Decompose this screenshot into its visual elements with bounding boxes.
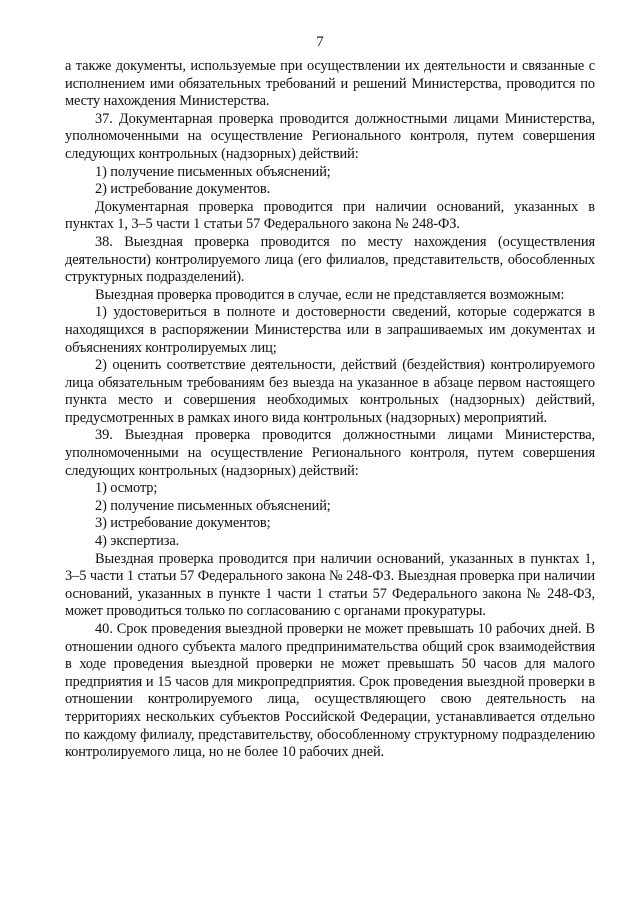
paragraph-39-grounds: Выездная проверка проводится при наличии оснований, указанных в пунктах 1, 3–5 части 1 статьи 57 Федерального закона № 248-ФЗ. Выездная проверка при наличии оснований, указанных в пункте 1 части 1 статьи 57 Федерального закона № 248-ФЗ, может проводиться только по согласованию с органами прокуратуры. <box>65 550 595 620</box>
list-item-37-1: 1) получение письменных объяснений; <box>95 163 331 180</box>
paragraph-37: 37. Документарная проверка проводится должностными лицами Министерства, уполномоченными на осуществление Регионального контроля, путем совершения следующих контрольных (надзорных) действий: <box>65 110 595 162</box>
paragraph-continuation: а также документы, используемые при осуществлении их деятельности и связанные с исполнением ими обязательных требований и решений Министерства, проводится по месту нахождения Министерства. <box>65 58 595 110</box>
paragraph-39: 39. Выездная проверка проводится должностными лицами Министерства, уполномоченными на осуществление Регионального контроля, путем совершения следующих контрольных (надзорных) действий: <box>65 427 595 479</box>
paragraph-40: 40. Срок проведения выездной проверки не может превышать 10 рабочих дней. В отношении одного субъекта малого предпринимательства общий срок взаимодействия в ходе проведения выездной проверки не может превышать 50 часов для малого предприятия и 15 часов для микропредприятия. Срок проведения выездной проверки в отношении контролируемого лица, осуществляющего свою деятельность на территориях нескольких субъектов Российской Федерации, устанавливается отдельно по каждому филиалу, представительству, обособленному структурному подразделению контролируемого лица, но не более 10 рабочих дней. <box>65 621 595 761</box>
paragraph-37-grounds: Документарная проверка проводится при наличии оснований, указанных в пунктах 1, 3–5 части 1 статьи 57 Федерального закона № 248-ФЗ. <box>65 198 595 233</box>
paragraph-38-cases: Выездная проверка проводится в случае, если не представляется возможным: <box>95 286 565 303</box>
list-item-39-3: 3) истребование документов; <box>95 515 271 532</box>
list-item-38-2: 2) оценить соответствие деятельности, действий (бездействия) контролируемого лица обязательным требованиям без выезда на указанное в абзаце первом настоящего пункта место и совершения необходимых контрольных (надзорных) действий, предусмотренных в рамках иного вида контрольных (надзорных) мероприятий. <box>65 357 595 426</box>
document-body <box>65 58 595 762</box>
paragraph-38: 38. Выездная проверка проводится по месту нахождения (осуществления деятельности) контролируемого лица (его филиалов, представительств, обособленных структурных подразделений). <box>65 233 595 286</box>
list-item-37-2: 2) истребование документов. <box>95 181 271 198</box>
list-item-39-1: 1) осмотр; <box>95 480 158 497</box>
list-item-39-2: 2) получение письменных объяснений; <box>95 497 331 514</box>
list-item-38-1: 1) удостовериться в полноте и достоверности сведений, которые содержатся в находящихся в распоряжении Министерства или в запрашиваемых им документах и объяснениях контролируемых лиц; <box>65 304 595 356</box>
list-item-39-4: 4) экспертиза. <box>95 533 180 550</box>
page-number: 7 <box>316 34 324 50</box>
